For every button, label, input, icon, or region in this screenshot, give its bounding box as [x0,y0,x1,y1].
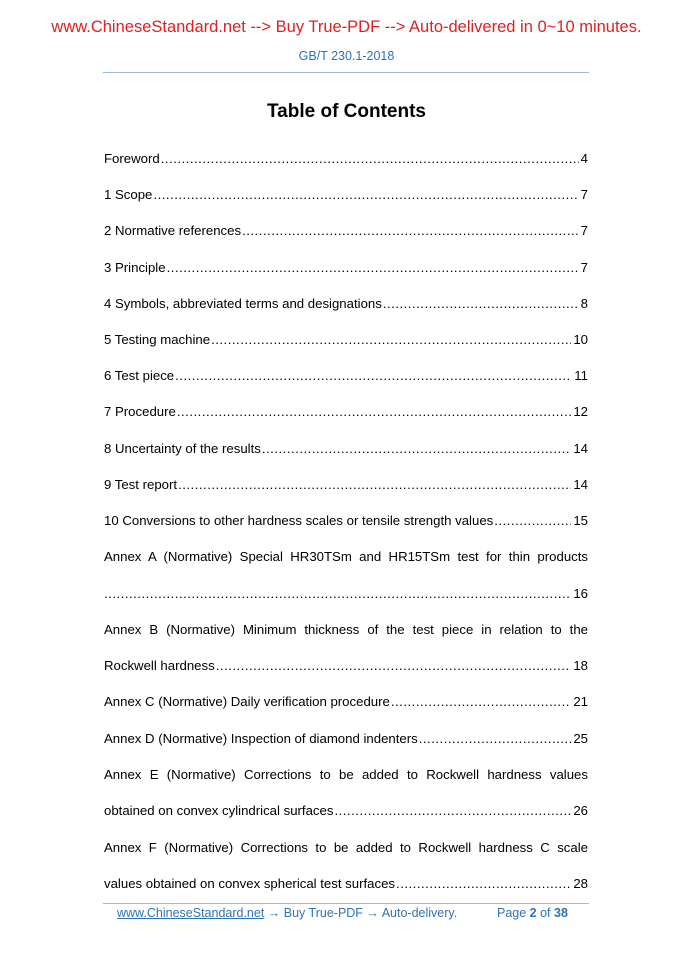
page-of: of [536,906,554,920]
toc-leader [167,259,579,277]
page-footer [117,906,587,920]
toc-leader [334,802,571,820]
toc-entry-page: 12 [573,404,588,419]
page-indicator [497,906,568,920]
toc-leader [419,730,572,748]
toc-entry-annex-a-line1[interactable]: Annex A (Normative) Special HR30TSm and HR15TSm test for thin products [104,549,588,564]
toc-entry-text: Annex C (Normative) Daily verification procedure [104,694,390,709]
toc-entry-annex-e-line1[interactable]: Annex E (Normative) Corrections to be added to Rockwell hardness values [104,767,588,782]
toc-entry-page: 11 [574,368,588,383]
toc-entry-annex-b[interactable] [104,657,588,675]
toc-leader [391,693,571,711]
toc-entry-annex-c[interactable] [104,693,588,711]
toc-entry-testing-machine[interactable] [104,331,588,349]
toc-leader [383,295,579,313]
toc-entry-annex-d[interactable] [104,730,588,748]
toc-entry-text: obtained on convex cylindrical surfaces [104,803,334,818]
footer-link[interactable]: www.ChineseStandard.net [117,906,265,920]
page-prefix: Page [497,906,530,920]
page-total: 38 [554,906,568,920]
toc-entry-symbols[interactable] [104,295,588,313]
toc-entry-page: 4 [580,151,588,166]
toc-entry-scope[interactable] [104,186,588,204]
promo-banner[interactable]: www.ChineseStandard.net --> Buy True-PDF --> Auto-delivered in 0~10 minutes. [51,18,642,36]
toc-title: Table of Contents [266,101,427,122]
toc-leader [153,186,578,204]
toc-entry-annex-a[interactable] [104,585,588,603]
toc-leader [161,150,579,168]
toc-entry-page: 26 [573,803,588,818]
toc-entry-text: 6 Test piece [104,368,175,383]
toc-entry-text: 4 Symbols, abbreviated terms and designations [104,296,382,311]
toc-entry-page: 21 [573,694,588,709]
toc-entry-normative-references[interactable] [104,222,588,240]
toc-entry-text: 8 Uncertainty of the results [104,441,261,456]
toc-entry-text: 7 Procedure [104,404,176,419]
toc-entry-page: 7 [580,260,588,275]
toc-leader [262,440,571,458]
toc-entry-foreword[interactable] [104,150,588,168]
toc-entry-text: 3 Principle [104,260,166,275]
header-divider [103,72,589,73]
toc-leader [177,403,571,421]
toc-leader [216,657,572,675]
toc-entry-text: 2 Normative references [104,223,242,238]
toc-entry-page: 8 [580,296,588,311]
toc-entry-page: 16 [573,586,588,601]
toc-entry-page: 10 [573,332,588,347]
footer-tagline: → Buy True-PDF → Auto-delivery. [264,906,458,920]
toc-entry-page: 28 [573,876,588,891]
toc-leader [242,222,579,240]
toc-leader [396,875,571,893]
footer-divider [103,903,589,904]
toc-leader [494,512,571,530]
toc-entry-text: values obtained on convex spherical test surfaces [104,876,396,891]
toc-entry-text: Foreword [104,151,160,166]
toc-entry-annex-b-line1[interactable]: Annex B (Normative) Minimum thickness of the test piece in relation to the [104,622,588,637]
toc-entry-text: 9 Test report [104,477,178,492]
toc-entry-annex-e[interactable] [104,802,588,820]
toc-entry-text: Annex D (Normative) Inspection of diamond indenters [104,731,418,746]
toc-leader [211,331,571,349]
toc-entry-annex-f-line1[interactable]: Annex F (Normative) Corrections to be added to Rockwell hardness C scale [104,840,588,855]
toc-entry-conversions[interactable] [104,512,588,530]
toc-entry-text: 10 Conversions to other hardness scales or tensile strength values [104,513,494,528]
toc-entry-text: 5 Testing machine [104,332,211,347]
toc-leader [104,585,571,603]
toc-entry-page: 14 [573,441,588,456]
toc-entry-procedure[interactable] [104,403,588,421]
toc-entry-test-report[interactable] [104,476,588,494]
standard-code: GB/T 230.1-2018 [298,49,395,63]
toc-entry-principle[interactable] [104,259,588,277]
toc-entry-page: 25 [573,731,588,746]
toc-entry-page: 7 [580,187,588,202]
toc-leader [175,367,572,385]
toc-entry-page: 18 [573,658,588,673]
toc-entry-page: 14 [573,477,588,492]
toc-entry-text: 1 Scope [104,187,153,202]
toc-leader [178,476,571,494]
toc-entry-page: 15 [573,513,588,528]
toc-entry-uncertainty[interactable] [104,440,588,458]
toc-entry-test-piece[interactable] [104,367,588,385]
toc-entry-annex-f[interactable] [104,875,588,893]
page-current: 2 [529,906,537,920]
toc-entry-page: 7 [580,223,588,238]
toc-entry-text: Rockwell hardness [104,658,215,673]
